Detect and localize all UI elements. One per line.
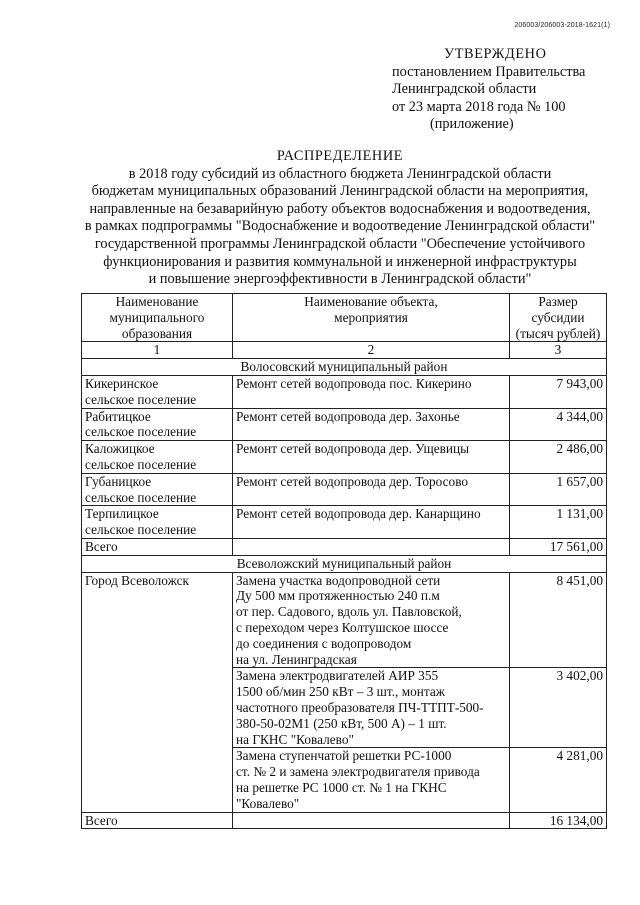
municipality-cell: Терпилицкое сельское поселение	[82, 506, 233, 539]
amount-cell: 7 943,00	[510, 375, 607, 408]
district-row	[82, 359, 607, 376]
heading-line: функционирования и развития коммунальной и инженерной инфраструктуры	[103, 253, 577, 270]
heading-line: направленные на безаварийную работу объектов водоснабжения и водоотведения,	[89, 200, 591, 217]
table-row	[82, 572, 607, 668]
project-cell: Ремонт сетей водопровода дер. Ущевицы	[233, 441, 510, 474]
municipality-cell: Город Всеволожск	[82, 572, 233, 812]
empty-cell	[233, 538, 510, 555]
municipality-cell: Кикеринское сельское поселение	[82, 375, 233, 408]
heading-line: в 2018 году субсидий из областного бюджета Ленинградской области	[128, 165, 552, 182]
approval-line: от 23 марта 2018 года № 100	[392, 98, 566, 115]
table-row	[82, 408, 607, 441]
heading-title: РАСПРЕДЕЛЕНИЕ	[276, 148, 404, 164]
total-amount: 16 134,00	[510, 812, 607, 829]
heading-line: бюджетам муниципальных образований Ленинградской области на мероприятия,	[91, 183, 589, 200]
document-code: 206003/206003-2018-1621(1)	[514, 22, 610, 29]
table-row	[82, 506, 607, 539]
project-cell: Замена участка водопроводной сети Ду 500 мм протяженностью 240 п.м от пер. Садового, вдоль ул. Павловской, с переходом через Колтушское шоссе до соединения с водопроводом на ул. Ленинградская	[233, 572, 510, 668]
amount-cell: 2 486,00	[510, 441, 607, 474]
table-header-row	[82, 294, 607, 342]
column-number: 3	[510, 342, 607, 359]
total-row	[82, 538, 607, 555]
header-amount: Размер субсидии (тысяч рублей)	[510, 294, 607, 342]
table-row	[82, 441, 607, 474]
approval-block	[392, 46, 602, 134]
approval-line: Ленинградской области	[392, 81, 537, 97]
project-cell: Ремонт сетей водопровода дер. Захонье	[233, 408, 510, 441]
empty-cell	[233, 812, 510, 829]
total-row	[82, 812, 607, 829]
subsidy-table	[81, 293, 607, 829]
district-row	[82, 555, 607, 572]
approval-line: постановлением Правительства	[392, 63, 586, 80]
project-cell: Замена ступенчатой решетки РС-1000 ст. № 2 и замена электродвигателя привода на решетке РС 1000 ст. № 1 на ГКНС "Ковалево"	[233, 748, 510, 812]
municipality-cell: Каложицкое сельское поселение	[82, 441, 233, 474]
project-cell: Ремонт сетей водопровода дер. Торосово	[233, 473, 510, 506]
column-number-row	[82, 342, 607, 359]
total-amount: 17 561,00	[510, 538, 607, 555]
amount-cell: 8 451,00	[510, 572, 607, 668]
amount-cell: 4 344,00	[510, 408, 607, 441]
district-name: Волосовский муниципальный район	[82, 359, 607, 376]
project-cell: Ремонт сетей водопровода дер. Канарщино	[233, 506, 510, 539]
amount-cell: 1 657,00	[510, 473, 607, 506]
amount-cell: 1 131,00	[510, 506, 607, 539]
amount-cell: 4 281,00	[510, 748, 607, 812]
project-cell: Ремонт сетей водопровода пос. Кикерино	[233, 375, 510, 408]
total-label: Всего	[82, 812, 233, 829]
approval-appendix: (приложение)	[430, 116, 514, 132]
district-name: Всеволожский муниципальный район	[82, 555, 607, 572]
amount-cell: 3 402,00	[510, 668, 607, 748]
column-number: 2	[233, 342, 510, 359]
document-heading	[70, 148, 610, 289]
header-municipality: Наименование муниципального образования	[82, 294, 233, 342]
heading-line: государственной программы Ленинградской области "Обеспечение устойчивого	[94, 235, 586, 252]
approval-title: УТВЕРЖДЕНО	[444, 46, 547, 62]
municipality-cell: Рабитицкое сельское поселение	[82, 408, 233, 441]
table-row	[82, 473, 607, 506]
column-number: 1	[82, 342, 233, 359]
project-cell: Замена электродвигателей АИР 355 1500 об/мин 250 кВт – 3 шт., монтаж частотного преобразователя ПЧ-ТТПТ-500- 380-50-02М1 (250 кВт, 500 А) – 1 шт. на ГКНС "Ковалево"	[233, 668, 510, 748]
municipality-cell: Губаницкое сельское поселение	[82, 473, 233, 506]
table-row	[82, 375, 607, 408]
total-label: Всего	[82, 538, 233, 555]
heading-line: в рамках подпрограммы "Водоснабжение и водоотведение Ленинградской области"	[84, 218, 596, 235]
header-project: Наименование объекта, мероприятия	[233, 294, 510, 342]
heading-line: и повышение энергоэффективности в Ленинградской области"	[148, 271, 532, 288]
